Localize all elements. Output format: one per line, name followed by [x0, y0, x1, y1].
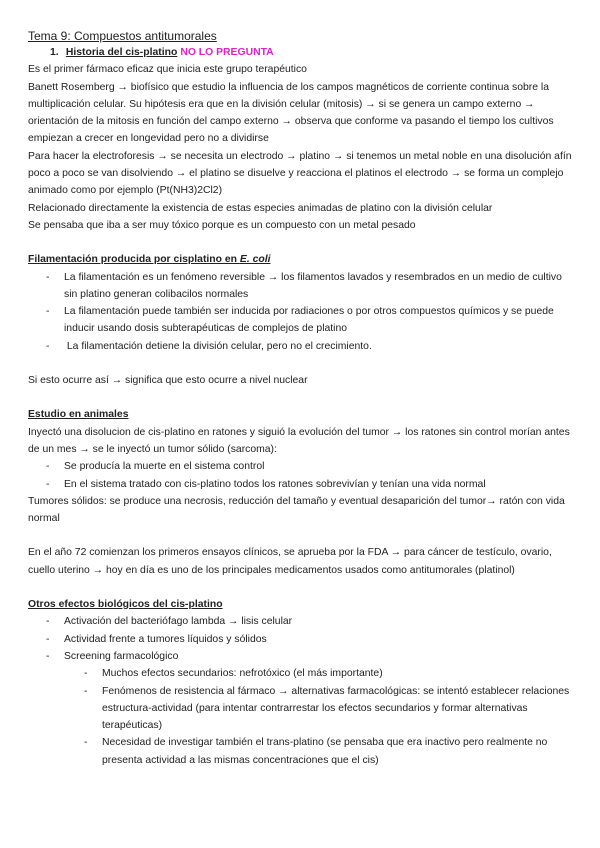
- paragraph: Si esto ocurre así → significa que esto ocurre a nivel nuclear: [28, 375, 308, 387]
- heading-text: Historia del cis-platino: [65, 47, 178, 58]
- list-item: - Actividad frente a tumores líquidos y sólidos: [46, 633, 267, 645]
- section-heading-history: [28, 44, 573, 61]
- paragraph: En el año 72 comienzan los primeros ensayos clínicos, se aprueba por la FDA → para cáncer de testículo, ovario, cuello uterino → hoy en día es uno de los principales medicamentos usados como antitumorales (platinol): [28, 547, 552, 576]
- section-heading-animales: Estudio en animales: [28, 409, 129, 421]
- paragraph: Tumores sólidos: se produce una necrosis, reducción del tamaño y eventual desaparición del tumor→ ratón con vida normal: [28, 495, 565, 525]
- page-title: Tema 9: Compuestos antitumorales: [28, 29, 217, 43]
- heading-number: 1.: [50, 47, 59, 58]
- list-item: - En el sistema tratado con cis-platino todos los ratones sobrevivían y tenían una vida normal: [46, 478, 486, 490]
- section-heading-otros: Otros efectos biológicos del cis-platino: [28, 599, 223, 611]
- list-item: - Activación del bacteriófago lambda → lisis celular: [46, 616, 293, 628]
- document-page: [28, 28, 573, 769]
- list-item: - Screening farmacológico: [46, 650, 179, 662]
- animales-list: [28, 458, 573, 493]
- paragraph: Banett Rosemberg → biofísico que estudio la influencia de los campos magnéticos de corriente continua sobre la multiplicación celular. Su hipótesis era que en la división celular (mitosis) → si se genera un campo externo → orientación de la mitosis en función del campo externo → observa que conforme va pasando el tiempo los cultivos empiezan a crecer en longevidad pero no a dividirse: [28, 81, 554, 145]
- list-item: - La filamentación puede también ser inducida por radiaciones o por otros compuestos químicos y se puede inducir usando dosis subterapéuticas de complejos de platino: [46, 306, 554, 335]
- list-item: - La filamentación detiene la división celular, pero no el crecimiento.: [46, 340, 372, 352]
- paragraph: Relacionado directamente la existencia de estas especies animadas de platino con la división celular: [28, 202, 493, 214]
- sub-list-item: - Necesidad de investigar también el trans-platino (se pensaba que era inactivo pero realmente no presenta actividad a las mismas concentraciones que el cis): [84, 737, 548, 766]
- heading-italic: E. coli: [239, 254, 271, 266]
- sub-list-item: - Muchos efectos secundarios: nefrotóxico (el más importante): [84, 668, 383, 680]
- sub-list-item: - Fenómenos de resistencia al fármaco → alternativas farmacológicas: se intentó establecer relaciones estructura-actividad (para intentar contrarrestar los efectos secundarios y formar alternativas terapéuticas): [84, 685, 570, 732]
- paragraph: Para hacer la electroforesis → se necesita un electrodo → platino → si tenemos un metal noble en una disolución afín poco a poco se van disolviendo → el platino se disuelve y reacciona el platinos el electrodo → se forma un complejo animado como por ejemplo (Pt(NH3)2Cl2): [28, 150, 572, 197]
- list-item: - Se producía la muerte en el sistema control: [46, 461, 265, 473]
- note-tag: NO LO PREGUNTA: [180, 47, 274, 58]
- otros-list: [28, 613, 573, 665]
- paragraph: Se pensaba que iba a ser muy tóxico porque es un compuesto con un metal pesado: [28, 219, 416, 231]
- paragraph: Es el primer fármaco eficaz que inicia este grupo terapéutico: [28, 64, 307, 76]
- list-item: - La filamentación es un fenómeno reversible → los filamentos lavados y resembrados en un medio de cultivo sin platino generan colibacilos normales: [46, 271, 562, 300]
- section-heading-filamentacion: Filamentación producida por cisplatino en E. coli: [28, 254, 271, 266]
- filamentacion-list: [28, 269, 573, 355]
- paragraph: Inyectó una disolucion de cis-platino en ratones y siguió la evolución del tumor → los ratones sin control morían antes de un mes → se le inyectó un tumor sólido (sarcoma):: [28, 426, 570, 455]
- otros-sublist: [28, 665, 573, 769]
